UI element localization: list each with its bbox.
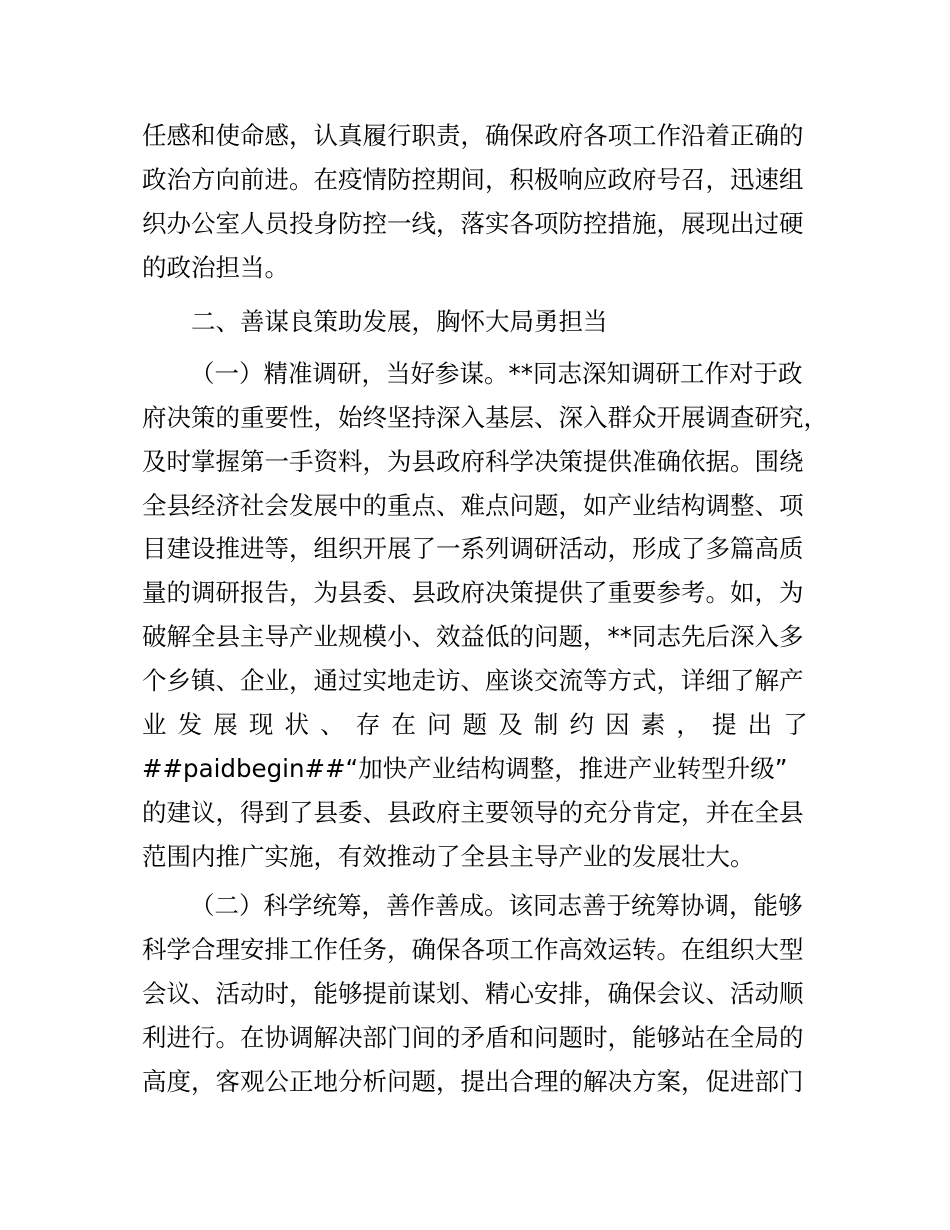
paragraph-line: 的政治担当。 bbox=[142, 253, 289, 282]
paragraph-line: 会议、活动时，能够提前谋划、精心安排，确保会议、活动顺 bbox=[142, 979, 804, 1008]
paragraph-line: 府决策的重要性，始终坚持深入基层、深入群众开展调查研究， bbox=[142, 403, 828, 432]
paragraph-line: 利进行。在协调解决部门间的矛盾和问题时，能够站在全局的 bbox=[142, 1023, 804, 1052]
paragraph-line: 目建设推进等，组织开展了一系列调研活动，形成了多篇高质 bbox=[142, 534, 804, 563]
spread-glyph: 及 bbox=[498, 710, 523, 739]
spread-glyph: 因 bbox=[605, 710, 630, 739]
paragraph-line: 高度，客观公正地分析问题，提出合理的解决方案，促进部门 bbox=[142, 1067, 804, 1096]
spread-glyph: ， bbox=[676, 710, 701, 739]
spread-glyph: 题 bbox=[462, 710, 488, 739]
paragraph-line: 全县经济社会发展中的重点、难点问题，如产业结构调整、项 bbox=[142, 491, 804, 520]
section-heading: 二、善谋良策助发展，胸怀大局勇担当 bbox=[191, 307, 608, 336]
paragraph-line: 科学合理安排工作任务，确保各项工作高效运转。在组织大型 bbox=[142, 935, 804, 964]
paragraph-line: 破解全县主导产业规模小、效益低的问题，**同志先后深入多 bbox=[142, 622, 804, 651]
paragraph-line: （二）科学统筹，善作善成。该同志善于统筹协调，能够 bbox=[190, 891, 803, 920]
paragraph-line: 的建议，得到了县委、县政府主要领导的充分肯定，并在全县 bbox=[142, 798, 804, 827]
spread-glyph: 了 bbox=[783, 710, 808, 739]
spread-glyph: 问 bbox=[427, 710, 452, 739]
spread-glyph: 素 bbox=[640, 710, 666, 739]
spread-glyph: 出 bbox=[747, 710, 773, 739]
paragraph-line-justified bbox=[142, 708, 808, 742]
spread-glyph: 状 bbox=[284, 710, 309, 739]
paragraph-line: 个乡镇、企业，通过实地走访、座谈交流等方式，详细了解产 bbox=[142, 666, 804, 695]
spread-glyph: 提 bbox=[712, 710, 737, 739]
spread-glyph: 存 bbox=[355, 710, 381, 739]
paragraph-line: ##paidbegin##“加快产业结构调整，推进产业转型升级” bbox=[142, 754, 788, 783]
spread-glyph: 制 bbox=[533, 710, 559, 739]
paragraph-line: 量的调研报告，为县委、县政府决策提供了重要参考。如，为 bbox=[142, 578, 804, 607]
spread-glyph: 在 bbox=[391, 710, 416, 739]
paragraph-line: 政治方向前进。在疫情防控期间，积极响应政府号召，迅速组 bbox=[142, 165, 804, 194]
spread-glyph: 发 bbox=[177, 710, 203, 739]
paragraph-line: 织办公室人员投身防控一线，落实各项防控措施，展现出过硬 bbox=[142, 209, 804, 238]
spread-glyph: 约 bbox=[569, 710, 594, 739]
paragraph-line: 及时掌握第一手资料，为县政府科学决策提供准确依据。围绕 bbox=[142, 447, 804, 476]
paragraph-line: 任感和使命感，认真履行职责，确保政府各项工作沿着正确的 bbox=[142, 121, 804, 150]
spread-glyph: 现 bbox=[248, 710, 274, 739]
paragraph-line: （一）精准调研，当好参谋。**同志深知调研工作对于政 bbox=[190, 359, 803, 388]
spread-glyph: 业 bbox=[142, 710, 167, 739]
spread-glyph: 展 bbox=[213, 710, 238, 739]
spread-glyph: 、 bbox=[320, 710, 345, 739]
paragraph-line: 范围内推广实施，有效推动了全县主导产业的发展壮大。 bbox=[142, 842, 755, 871]
